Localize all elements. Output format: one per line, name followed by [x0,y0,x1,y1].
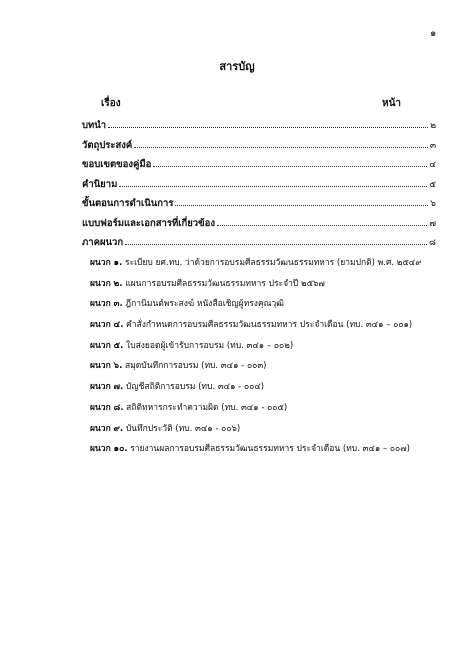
annex-label: ผนวก ๔. [90,320,124,331]
toc-entry-label: ภาคผนวก [82,237,124,248]
annex-item [90,317,450,338]
annex-text: คำสั่งกำหนดการอบรมศีลธรรมวัฒนธรรมทหาร ประจำเดือน (ทบ. ๓๔๑ – ๐๐๑) [126,320,413,331]
annex-text: แผนการอบรมศีลธรรมวัฒนธรรมทหาร ประจำปี ๒๕๖๗ [125,278,325,289]
dot-leader [217,225,427,226]
annex-text: ใบส่งยอดผู้เข้ารับการอบรม (ทบ. ๓๔๑ – ๐๐๒) [126,340,294,351]
toc-entry [82,196,436,216]
annex-item [90,296,450,317]
annex-label: ผนวก ๖. [90,361,123,372]
toc-entry-label: คำนิยาม [82,178,118,190]
annex-label: ผนวก ๑๐. [90,444,128,455]
toc-entry-label: วัตถุประสงค์ [82,139,133,151]
annex-text: สมุดบันทึกการอบรม (ทบ. ๓๔๑ - ๐๐๓) [125,361,267,372]
annex-text: ฎีกานิมนต์พระสงฆ์ หนังสือเชิญผู้ทรงคุณวุฒิ [125,299,284,310]
dot-leader [153,166,427,167]
annex-label: ผนวก ๗. [90,382,124,393]
dot-leader [175,205,428,206]
toc-list [82,118,436,255]
column-header-page: หน้า [382,98,402,109]
annex-text: บัญชีสถิติการอบรม (ทบ. ๓๔๑ - ๐๐๔) [126,382,265,393]
toc-entry [82,177,436,197]
toc-entry-page: ๓ [429,140,436,151]
page-title: สารบัญ [219,60,255,73]
annex-item [90,276,450,297]
annex-label: ผนวก ๘. [90,402,124,413]
annex-item [90,441,450,462]
dot-leader [108,127,428,128]
toc-entry [82,235,436,255]
toc-entry-page: ๘ [429,238,436,248]
annex-label: ผนวก ๒. [90,278,123,289]
annex-label: ผนวก ๑. [90,258,123,268]
toc-entry [82,118,436,138]
annex-list [90,255,450,462]
annex-item [90,255,450,276]
annex-text: รายงานผลการอบรมศีลธรรมวัฒนธรรมทหาร ประจำเดือน (ทบ. ๓๔๑ – ๐๐๗) [130,444,410,455]
annex-text: สถิติทหารกระทำความผิด (ทบ. ๓๔๑ - ๐๐๕) [126,402,288,413]
annex-text: ระเบียบ ยศ.ทบ. ว่าด้วยการอบรมศีลธรรมวัฒนธรรมทหาร (ยามปกติ) พ.ศ. ๒๕๔๙ [125,258,422,268]
toc-entry-label: แบบฟอร์มและเอกสารที่เกี่ยวข้อง [82,217,215,229]
annex-item [90,358,450,379]
annex-label: ผนวก ๓. [90,299,123,310]
dot-leader [125,244,427,245]
annex-item [90,421,450,442]
annex-item [90,379,450,400]
page-number: ๑ [430,28,437,39]
toc-entry-page: ๔ [429,160,436,170]
toc-entry [82,216,436,236]
toc-entry-page: ๕ [429,179,436,190]
toc-entry [82,157,436,177]
toc-entry-label: ขั้นตอนการดำเนินการ [82,198,174,209]
dot-leader [119,186,427,187]
annex-label: ผนวก ๕. [90,340,124,351]
toc-entry-page: ๒ [430,121,436,131]
dot-leader [134,147,428,148]
toc-entry-label: ขอบเขตของคู่มือ [82,159,152,170]
toc-entry-label: บทนำ [82,120,107,131]
toc-entry-page: ๖ [430,199,436,209]
annex-label: ผนวก ๙. [90,423,124,434]
toc-entry-page: ๗ [429,218,436,229]
annex-text: บันทึกประวัติ (ทบ. ๓๔๑ - ๐๐๖) [125,423,241,434]
annex-item [90,400,450,421]
column-header-topic: เรื่อง [101,98,121,109]
annex-item [90,338,450,359]
toc-entry [82,138,436,158]
